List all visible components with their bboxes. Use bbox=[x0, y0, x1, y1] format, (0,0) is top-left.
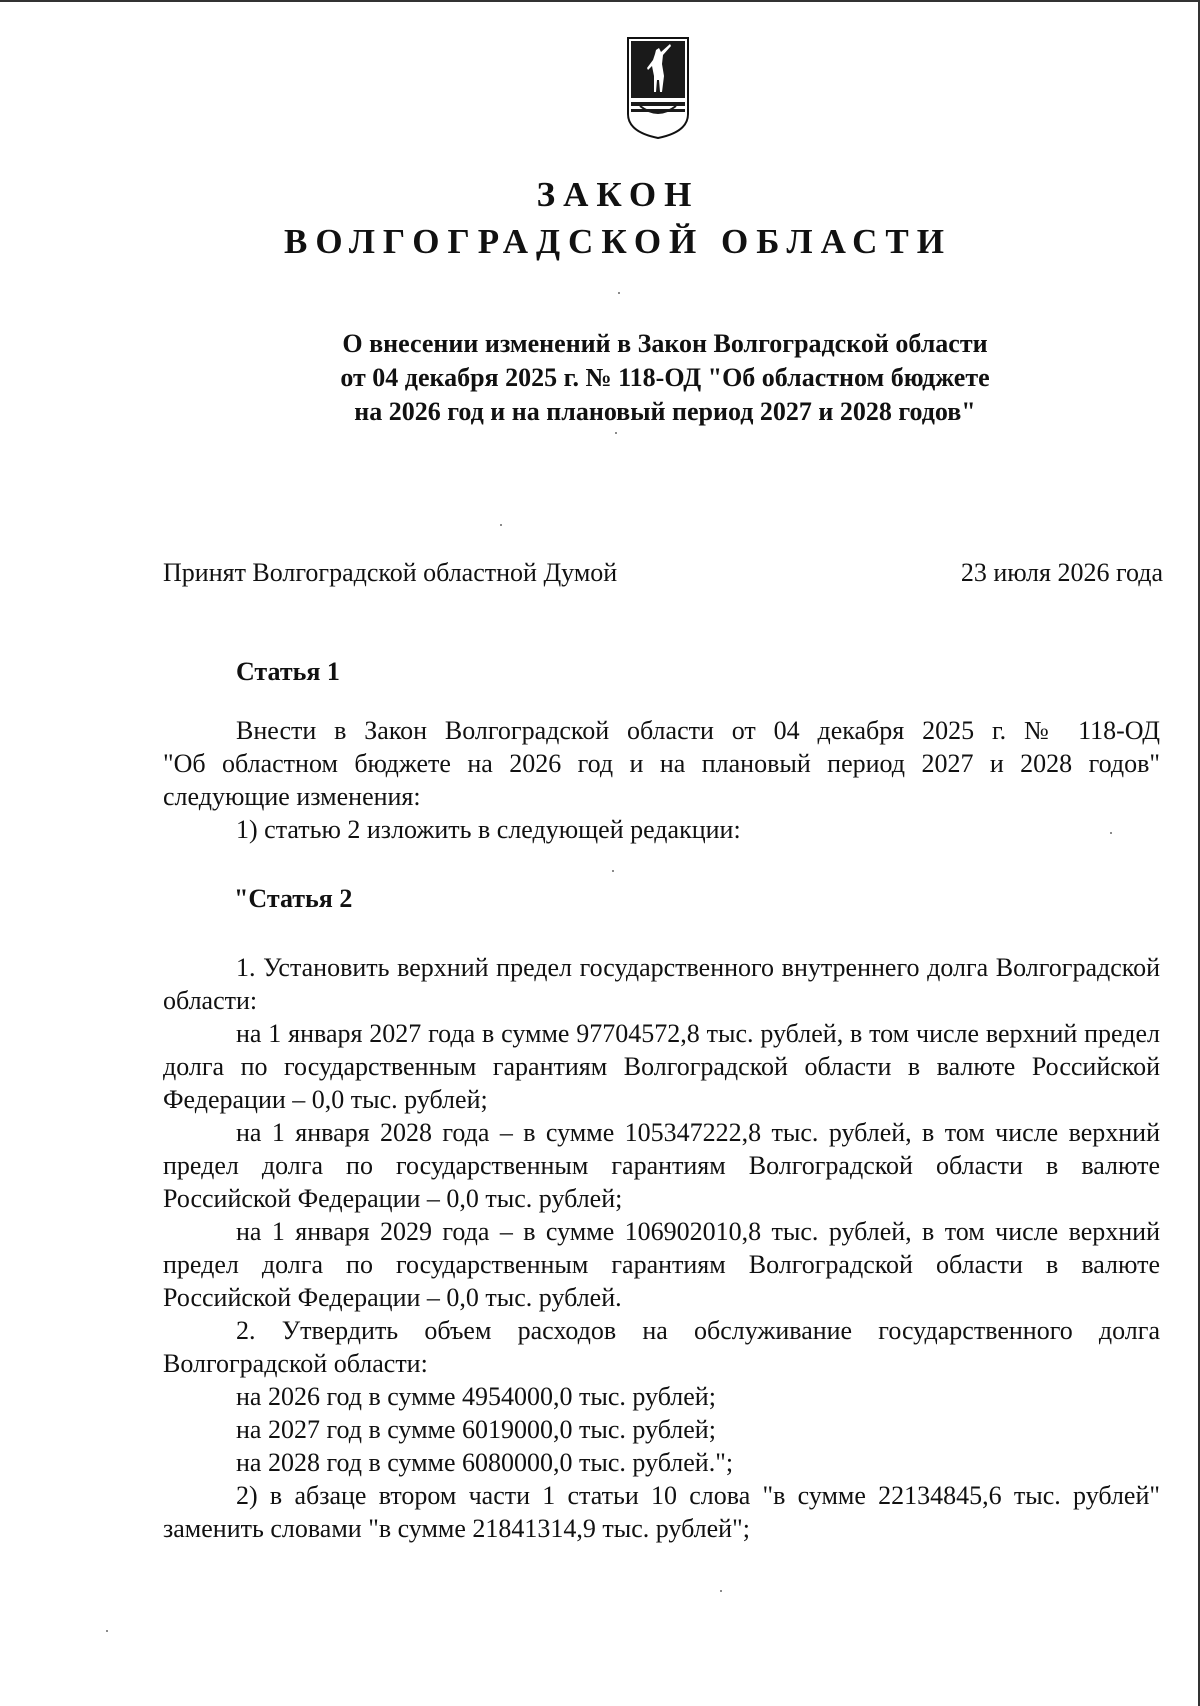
article-1-heading bbox=[236, 655, 1200, 688]
article-2-para-1: 1. Установить верхний предел государственного внутреннего долга Волгоградской области: bbox=[163, 953, 1160, 1015]
article-1-intro-line3: следующие изменения: bbox=[163, 782, 421, 811]
article-2-heading bbox=[234, 882, 1200, 915]
scan-speck bbox=[612, 870, 614, 872]
subtitle-line: от 04 декабря 2025 г. № 118-ОД "Об областном бюджете bbox=[340, 363, 990, 392]
article-1-intro-line1: Внести в Закон Волгоградской области от 04 декабря 2025 г. № 118-ОД bbox=[236, 716, 1160, 745]
scan-speck bbox=[500, 524, 502, 526]
article-2-para-2: 2. Утвердить объем расходов на обслуживание государственного долга Волгоградской области: bbox=[163, 1316, 1160, 1378]
amendment-item-2: 2) в абзаце втором части 1 статьи 10 слова "в сумме 22134845,6 тыс. рублей" заменить словами "в сумме 21841314,9 тыс. рублей"; bbox=[163, 1481, 1160, 1543]
article-2-body bbox=[163, 951, 1160, 1545]
article-2-para-1-c: на 1 января 2029 года – в сумме 106902010,8 тыс. рублей, в том числе верхний предел долга по государственным гарантиям Волгоградской области в валюте Российской Федерации – 0,0 тыс. рублей. bbox=[163, 1217, 1160, 1312]
scan-speck bbox=[615, 432, 617, 434]
article-2-para-2-c: на 2028 год в сумме 6080000,0 тыс. рублей."; bbox=[236, 1448, 734, 1477]
scan-speck bbox=[618, 292, 620, 294]
article-2-para-2-a: на 2026 год в сумме 4954000,0 тыс. рублей; bbox=[236, 1382, 716, 1411]
adopted-by: Принят Волгоградской областной Думой bbox=[163, 558, 618, 587]
volgograd-coat-of-arms-icon bbox=[626, 36, 690, 140]
subtitle-line: на 2026 год и на плановый период 2027 и 2028 годов" bbox=[354, 397, 976, 426]
amendment-item-1: 1) статью 2 изложить в следующей редакции: bbox=[236, 815, 741, 844]
article-1-intro-line2: "Об областном бюджете на 2026 год и на плановый период 2027 и 2028 годов" bbox=[163, 749, 1160, 778]
adoption-date: 23 июля 2026 года bbox=[960, 558, 1163, 587]
article-2-para-1-a: на 1 января 2027 года в сумме 97704572,8 тыс. рублей, в том числе верхний предел долга по государственным гарантиям Волгоградской области в валюте Российской Федерации – 0,0 тыс. рублей; bbox=[163, 1019, 1160, 1114]
article-heading: Статья 1 bbox=[236, 657, 340, 686]
article-1-body bbox=[163, 714, 1160, 846]
scan-speck bbox=[106, 1630, 108, 1632]
law-subtitle bbox=[290, 327, 1040, 429]
scan-speck bbox=[1110, 832, 1112, 834]
law-region-title: ВОЛГОГРАДСКОЙ ОБЛАСТИ bbox=[284, 222, 952, 261]
article-heading: "Статья 2 bbox=[234, 884, 353, 913]
article-2-para-1-b: на 1 января 2028 года – в сумме 105347222,8 тыс. рублей, в том числе верхний предел долга по государственным гарантиям Волгоградской области в валюте Российской Федерации – 0,0 тыс. рублей; bbox=[163, 1118, 1160, 1213]
law-title: ЗАКОН bbox=[536, 175, 700, 214]
subtitle-line: О внесении изменений в Закон Волгоградской области bbox=[342, 329, 988, 358]
scan-speck bbox=[720, 1590, 722, 1592]
article-2-para-2-b: на 2027 год в сумме 6019000,0 тыс. рублей; bbox=[236, 1415, 716, 1444]
